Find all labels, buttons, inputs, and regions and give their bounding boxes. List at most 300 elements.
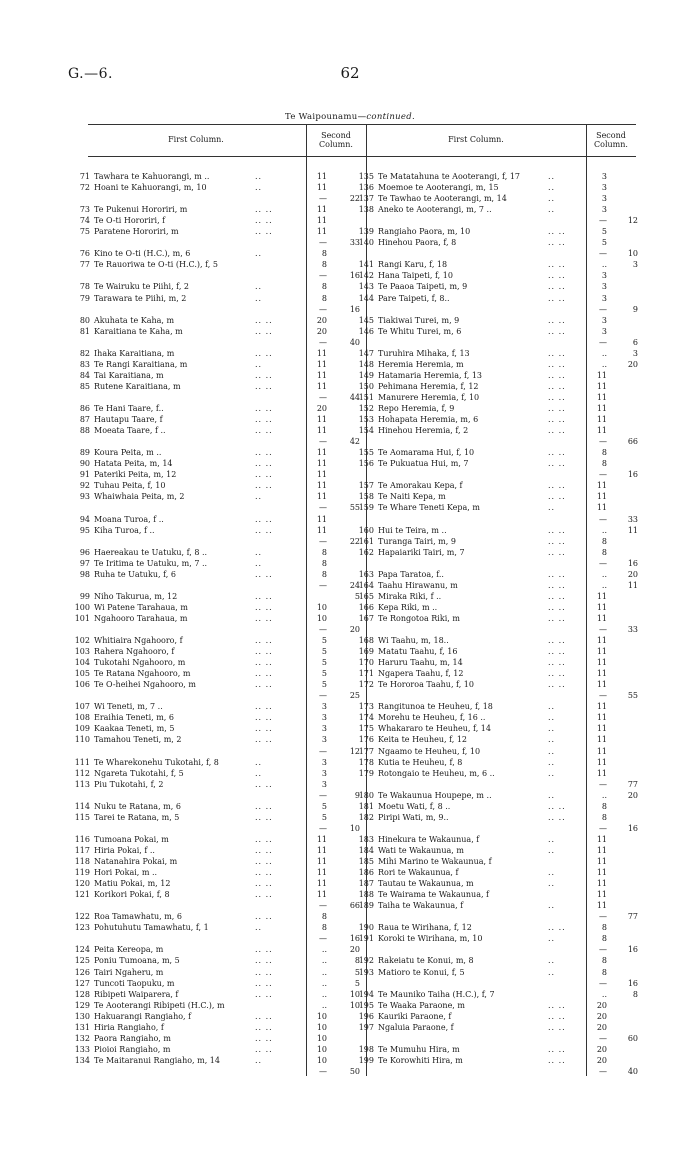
leader-dots: .. .. <box>548 393 566 402</box>
entry-name: Ruha te Uatuku, f, 6 <box>94 570 176 579</box>
list-row <box>356 713 640 722</box>
entry-number: 165 <box>358 592 374 601</box>
entry-name: Aneko te Aooterangi, m, 7 .. <box>378 205 492 214</box>
list-row <box>72 835 362 844</box>
share-value: .. <box>321 979 327 988</box>
list-row <box>356 901 640 910</box>
subtotal-value: 22 <box>349 194 360 203</box>
list-row <box>356 747 640 756</box>
share-value: — <box>599 1067 607 1076</box>
share-value: 11 <box>316 448 327 457</box>
leader-dots: .. .. <box>548 570 566 579</box>
entry-name: Repo Heremia, f, 9 <box>378 404 455 413</box>
share-value: 11 <box>596 592 607 601</box>
entry-name: Te Ratana Ngahooro, m <box>94 669 191 678</box>
subtotal-row <box>356 515 640 524</box>
entry-name: Kauriki Paraone, f <box>378 1012 452 1021</box>
entry-number: 102 <box>74 636 90 645</box>
list-row <box>72 282 362 291</box>
share-value: 11 <box>596 702 607 711</box>
entry-number: 99 <box>79 592 90 601</box>
share-value: 11 <box>316 183 327 192</box>
share-value: 8 <box>601 802 607 811</box>
share-value: 11 <box>596 901 607 910</box>
share-value: — <box>319 393 327 402</box>
entry-name: Tumoana Pokai, m <box>94 835 169 844</box>
share-value: .. <box>601 990 607 999</box>
subtotal-row <box>356 824 640 833</box>
list-row <box>72 415 362 424</box>
leader-dots: .. .. <box>255 724 273 733</box>
leader-dots: .. .. <box>255 316 273 325</box>
entry-number: 189 <box>358 901 374 910</box>
entry-name: Whaiwhaia Peita, m, 2 <box>94 492 185 501</box>
share-value: 3 <box>601 327 607 336</box>
share-value: 8 <box>321 294 327 303</box>
leader-dots: .. .. <box>548 227 566 236</box>
entry-name: Wi Teneti, m, 7 .. <box>94 702 163 711</box>
share-value: 11 <box>596 636 607 645</box>
list-row <box>72 669 362 678</box>
leader-dots: .. .. <box>255 912 273 921</box>
share-value: 5 <box>321 680 327 689</box>
list-row <box>72 205 362 214</box>
subtotal-row <box>72 537 362 546</box>
subtitle-continued: —continued. <box>357 112 415 122</box>
leader-dots: .. .. <box>255 382 273 391</box>
share-value: 11 <box>316 227 327 236</box>
entry-name: Te Hani Taare, f.. <box>94 404 164 413</box>
list-row <box>72 548 362 557</box>
share-value: 5 <box>601 227 607 236</box>
leader-dots: .. <box>255 249 263 258</box>
subtotal-value: 66 <box>349 901 360 910</box>
subtotal-value: 66 <box>627 437 638 446</box>
entry-number: 188 <box>358 890 374 899</box>
entry-name: Koroki te Wirihana, m, 10 <box>378 934 483 943</box>
leader-dots: .. .. <box>255 216 273 225</box>
entry-number: 143 <box>358 282 374 291</box>
subtotal-row <box>356 691 640 700</box>
entry-name: Kiha Turoa, f .. <box>94 526 155 535</box>
entry-number: 137 <box>358 194 374 203</box>
share-value: .. <box>321 990 327 999</box>
entry-name: Ihaka Karaitiana, m <box>94 349 175 358</box>
entry-number: 128 <box>74 990 90 999</box>
entry-name: Hui te Teira, m .. <box>378 526 447 535</box>
share-value: .. <box>601 570 607 579</box>
list-row <box>356 426 640 435</box>
list-row <box>72 592 362 601</box>
list-row <box>356 990 640 999</box>
leader-dots: .. .. <box>548 647 566 656</box>
share-value: .. <box>601 526 607 535</box>
entry-number: 159 <box>358 503 374 512</box>
subtotal-row <box>72 1067 362 1076</box>
subtotal-row <box>72 901 362 910</box>
entry-name: Te Pukenui Hororiri, m <box>94 205 188 214</box>
share-value: 11 <box>316 360 327 369</box>
list-row <box>356 382 640 391</box>
list-row <box>72 603 362 612</box>
entry-number: 158 <box>358 492 374 501</box>
list-row <box>356 813 640 822</box>
list-row <box>356 227 640 236</box>
entry-number: 103 <box>74 647 90 656</box>
leader-dots: .. .. <box>255 636 273 645</box>
share-value: 8 <box>601 548 607 557</box>
list-row <box>72 735 362 744</box>
leader-dots: .. .. <box>548 680 566 689</box>
entry-name: Hinehou Heremia, f, 2 <box>378 426 469 435</box>
list-row <box>356 194 640 203</box>
list-row <box>356 271 640 280</box>
entry-number: 105 <box>74 669 90 678</box>
subtotal-value: 10 <box>627 249 638 258</box>
list-row <box>356 658 640 667</box>
entry-number: 192 <box>358 956 374 965</box>
share-value: 11 <box>316 481 327 490</box>
list-row <box>72 802 362 811</box>
share-value: — <box>319 901 327 910</box>
leader-dots: .. <box>548 791 556 800</box>
share-value: 11 <box>316 879 327 888</box>
entry-number: 107 <box>74 702 90 711</box>
subtotal-value: 16 <box>627 979 638 988</box>
entry-name: Ngahooro Tarahaua, m <box>94 614 188 623</box>
entry-number: 131 <box>74 1023 90 1032</box>
share-value: 8 <box>321 559 327 568</box>
leader-dots: .. .. <box>548 448 566 457</box>
list-row <box>356 846 640 855</box>
entry-name: Paratene Hororiri, m <box>94 227 179 236</box>
entry-name: Whitiaira Ngahooro, f <box>94 636 183 645</box>
leader-dots: .. .. <box>255 426 273 435</box>
subtotal-value: 24 <box>349 581 360 590</box>
share-value: 10 <box>316 1056 327 1065</box>
leader-dots: .. .. <box>255 669 273 678</box>
share-value: 11 <box>596 769 607 778</box>
leader-dots: .. .. <box>255 945 273 954</box>
entry-number: 174 <box>358 713 374 722</box>
list-row <box>72 857 362 866</box>
share-value: 11 <box>596 846 607 855</box>
share-value: 20 <box>596 1023 607 1032</box>
subtotal-value: 16 <box>627 470 638 479</box>
list-row <box>72 868 362 877</box>
entry-name: Matatu Taahu, f, 16 <box>378 647 458 656</box>
entry-number: 132 <box>74 1034 90 1043</box>
col-header-first-left: First Column. <box>168 135 224 144</box>
list-row <box>72 990 362 999</box>
entry-name: Ribipeti Waiparera, f <box>94 990 179 999</box>
entry-number: 93 <box>79 492 90 501</box>
entry-name: Te Wairama te Wakaunua, f <box>378 890 490 899</box>
subtotal-value: 50 <box>349 1067 360 1076</box>
list-row <box>72 526 362 535</box>
list-row <box>72 702 362 711</box>
entry-number: 141 <box>358 260 374 269</box>
entry-number: 100 <box>74 603 90 612</box>
entry-number: 151 <box>358 393 374 402</box>
leader-dots: .. <box>548 956 556 965</box>
entry-number: 119 <box>74 868 90 877</box>
share-value: 10 <box>316 1045 327 1054</box>
entry-number: 184 <box>358 846 374 855</box>
subtotal-value: 55 <box>349 503 360 512</box>
list-row <box>72 294 362 303</box>
list-row <box>72 923 362 932</box>
entry-name: Tuncoti Taopuku, m <box>94 979 175 988</box>
entry-number: 156 <box>358 459 374 468</box>
entry-name: Natanahira Pokai, m <box>94 857 178 866</box>
entry-name: Ngaamo te Heuheu, f, 10 <box>378 747 481 756</box>
entry-name: Peita Kereopa, m <box>94 945 164 954</box>
subtotal-row <box>356 625 640 634</box>
entry-name: Rakeiatu te Konui, m, 8 <box>378 956 474 965</box>
list-row <box>72 448 362 457</box>
share-value: 11 <box>316 459 327 468</box>
leader-dots: .. <box>255 769 263 778</box>
entry-name: Te Mauniko Taiha (H.C.), f, 7 <box>378 990 495 999</box>
entry-name: Heremia Heremia, m <box>378 360 464 369</box>
subtotal-row <box>72 503 362 512</box>
subtotal-row <box>72 691 362 700</box>
share-value: .. <box>321 1001 327 1010</box>
entry-name: Te Rangi Karaitiana, m <box>94 360 188 369</box>
leader-dots: .. .. <box>548 813 566 822</box>
subtotal-value: 5 <box>354 592 360 601</box>
list-row <box>356 316 640 325</box>
share-value: — <box>319 625 327 634</box>
entry-name: Tai Karaitiana, m <box>94 371 164 380</box>
entry-name: Akuhata te Kaha, m <box>94 316 175 325</box>
list-row <box>356 636 640 645</box>
share-value: 10 <box>316 603 327 612</box>
leader-dots: .. .. <box>548 802 566 811</box>
share-value: — <box>599 305 607 314</box>
entry-number: 122 <box>74 912 90 921</box>
list-row <box>356 934 640 943</box>
entry-name: Rotongaio te Heuheu, m, 6 .. <box>378 769 495 778</box>
list-row <box>356 537 640 546</box>
share-value: 11 <box>596 614 607 623</box>
list-row <box>72 470 362 479</box>
entry-number: 162 <box>358 548 374 557</box>
list-row <box>72 636 362 645</box>
entry-number: 92 <box>79 481 90 490</box>
entry-name: Rutene Karaitiana, m <box>94 382 181 391</box>
leader-dots: .. .. <box>548 360 566 369</box>
share-value: 3 <box>601 271 607 280</box>
share-value: 3 <box>601 316 607 325</box>
entry-number: 150 <box>358 382 374 391</box>
entry-number: 195 <box>358 1001 374 1010</box>
entry-number: 142 <box>358 271 374 280</box>
leader-dots: .. .. <box>548 923 566 932</box>
entry-name: Nuku te Ratana, m, 6 <box>94 802 181 811</box>
list-row <box>356 183 640 192</box>
list-row <box>356 1001 640 1010</box>
leader-dots: .. <box>548 503 556 512</box>
subtotal-value: 33 <box>627 515 638 524</box>
share-value: 5 <box>321 813 327 822</box>
list-row <box>72 879 362 888</box>
entry-number: 101 <box>74 614 90 623</box>
share-value: 11 <box>596 492 607 501</box>
leader-dots: .. <box>255 172 263 181</box>
list-row <box>356 570 640 579</box>
subtotal-value: 40 <box>349 338 360 347</box>
entry-name: Poniu Tumoana, m, 5 <box>94 956 180 965</box>
entry-name: Turuhira Mihaka, f, 13 <box>378 349 470 358</box>
entry-name: Rahera Ngahooro, f <box>94 647 175 656</box>
leader-dots: .. .. <box>548 316 566 325</box>
share-value: 11 <box>316 216 327 225</box>
list-row <box>72 426 362 435</box>
entry-name: Koura Peita, m .. <box>94 448 162 457</box>
share-value: 3 <box>321 735 327 744</box>
share-value: 3 <box>321 724 327 733</box>
share-value: 5 <box>321 647 327 656</box>
entry-name: Te Iritima te Uatuku, m, 7 .. <box>94 559 208 568</box>
share-value: — <box>599 470 607 479</box>
entry-name: Te Wakaunua Houpepe, m .. <box>378 791 492 800</box>
entry-name: Tawhara te Kahuorangi, m .. <box>94 172 210 181</box>
list-row <box>356 1012 640 1021</box>
leader-dots: .. .. <box>255 481 273 490</box>
share-value: — <box>319 537 327 546</box>
entry-number: 125 <box>74 956 90 965</box>
list-row <box>356 923 640 932</box>
entry-name: Te Maitaranui Rangiaho, m, 14 <box>94 1056 220 1065</box>
entry-number: 161 <box>358 537 374 546</box>
leader-dots: .. .. <box>255 868 273 877</box>
subtotal-row <box>356 559 640 568</box>
entry-number: 199 <box>358 1056 374 1065</box>
list-row <box>72 956 362 965</box>
entry-number: 180 <box>358 791 374 800</box>
share-value: 11 <box>316 205 327 214</box>
entry-number: 79 <box>79 294 90 303</box>
entry-name: Tairi Ngaheru, m <box>94 968 164 977</box>
entry-name: Te Wairuku te Piihi, f, 2 <box>94 282 190 291</box>
leader-dots: .. .. <box>255 614 273 623</box>
table-top-rule <box>88 124 636 125</box>
entry-number: 139 <box>358 227 374 236</box>
list-row <box>72 459 362 468</box>
subtotal-row <box>356 249 640 258</box>
entry-name: Niho Takurua, m, 12 <box>94 592 178 601</box>
subtotal-row <box>356 945 640 954</box>
entry-number: 185 <box>358 857 374 866</box>
entry-number: 169 <box>358 647 374 656</box>
list-row <box>72 724 362 733</box>
leader-dots: .. .. <box>255 515 273 524</box>
share-value: 8 <box>601 956 607 965</box>
leader-dots: .. <box>548 172 556 181</box>
leader-dots: .. <box>548 194 556 203</box>
subtotal-value: 20 <box>627 791 638 800</box>
leader-dots: .. .. <box>548 426 566 435</box>
list-row <box>356 349 640 358</box>
entry-name: Moetu Wati, f, 8 .. <box>378 802 451 811</box>
entry-number: 108 <box>74 713 90 722</box>
entry-name: Hakuarangi Rangiaho, f <box>94 1012 192 1021</box>
subtotal-value: 16 <box>349 305 360 314</box>
entry-name: Matiu Pokai, m, 12 <box>94 879 171 888</box>
leader-dots: .. .. <box>548 382 566 391</box>
list-row <box>72 481 362 490</box>
leader-dots: .. <box>548 758 556 767</box>
list-row <box>72 404 362 413</box>
subtotal-value: 33 <box>349 238 360 247</box>
share-value: 11 <box>316 382 327 391</box>
leader-dots: .. .. <box>255 1034 273 1043</box>
subtotal-row <box>356 216 640 225</box>
subtotal-row <box>72 437 362 446</box>
share-value: 3 <box>321 780 327 789</box>
leader-dots: .. .. <box>255 327 273 336</box>
share-value: 3 <box>601 205 607 214</box>
entry-number: 113 <box>74 780 90 789</box>
share-value: 3 <box>321 713 327 722</box>
entry-number: 190 <box>358 923 374 932</box>
list-row <box>72 1034 362 1043</box>
list-row <box>72 780 362 789</box>
subtotal-row <box>356 338 640 347</box>
list-row <box>72 360 362 369</box>
share-value: — <box>599 437 607 446</box>
subtotal-row <box>72 934 362 943</box>
subtotal-row <box>72 238 362 247</box>
entry-number: 191 <box>358 934 374 943</box>
entry-name: Te Korowhiti Hira, m <box>378 1056 463 1065</box>
entry-number: 82 <box>79 349 90 358</box>
entry-number: 114 <box>74 802 90 811</box>
share-value: 3 <box>601 183 607 192</box>
leader-dots: .. .. <box>548 271 566 280</box>
entry-number: 121 <box>74 890 90 899</box>
subtotal-value: 16 <box>349 934 360 943</box>
entry-name: Morehu te Heuheu, f, 16 .. <box>378 713 486 722</box>
entry-number: 71 <box>79 172 90 181</box>
col-header-first-right: First Column. <box>448 135 504 144</box>
col-header-second-right: Second Column. <box>594 131 628 149</box>
subtotal-value: 55 <box>627 691 638 700</box>
entry-name: Tarei te Ratana, m, 5 <box>94 813 180 822</box>
subtotal-value: 77 <box>627 780 638 789</box>
list-row <box>356 1045 640 1054</box>
subtotal-value: 8 <box>632 990 638 999</box>
entry-name: Te Naiti Kepa, m <box>378 492 446 501</box>
entry-number: 94 <box>79 515 90 524</box>
entry-number: 89 <box>79 448 90 457</box>
share-value: — <box>319 338 327 347</box>
share-value: 20 <box>316 316 327 325</box>
share-value: — <box>599 979 607 988</box>
leader-dots: .. <box>548 835 556 844</box>
share-value: 11 <box>596 371 607 380</box>
list-row <box>72 227 362 236</box>
entry-number: 87 <box>79 415 90 424</box>
share-value: — <box>599 515 607 524</box>
share-value: 8 <box>321 282 327 291</box>
leader-dots: .. .. <box>548 481 566 490</box>
share-value: — <box>599 249 607 258</box>
list-row <box>356 968 640 977</box>
share-value: 11 <box>596 658 607 667</box>
